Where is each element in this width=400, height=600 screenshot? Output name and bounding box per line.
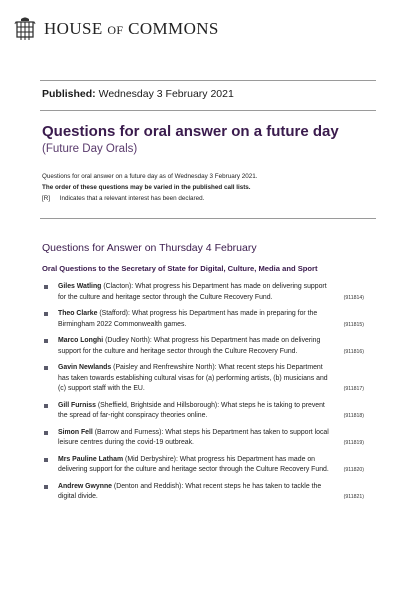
question-text: What steps his Department has taken to support local leisure centres during the covid-19 outbreak. (58, 428, 329, 446)
question-text: What progress his Department has made on delivering support for the culture and heritage sector through the Culture Recovery Fund. (58, 283, 327, 301)
section-heading: Questions for Answer on Thursday 4 February (42, 242, 257, 254)
question-ref: (911815) (343, 321, 364, 328)
member-constituency: (Dudley North): (105, 337, 152, 344)
member-name: Gavin Newlands (58, 364, 112, 371)
interest-tag: [R] (42, 195, 51, 202)
member-constituency: (Barrow and Furness): (94, 428, 164, 436)
interest-note: Indicates that a relevant interest has been declared. (59, 195, 205, 202)
page-subtitle: (Future Day Orals) (42, 143, 138, 155)
question-ref: (911816) (343, 348, 364, 355)
published-line (42, 88, 234, 100)
member-name: Theo Clarke (58, 310, 98, 317)
member-name: Mrs Pauline Latham (58, 455, 124, 463)
published-date: Wednesday 3 February 2021 (98, 88, 234, 100)
house-word: HOUSE (44, 19, 103, 38)
question-ref: (911819) (343, 440, 364, 446)
question-text: What progress his Department has made on delivering support for the culture and heritage sector through the Culture Recovery Fund. (58, 337, 321, 355)
question-ref: (911818) (343, 413, 364, 419)
member-constituency: (Denton and Reddish): (113, 482, 184, 490)
question-text: What steps he is taking to prevent the spread of far-right conspiracy theories online. (58, 401, 325, 419)
questions-list (44, 282, 364, 503)
question-item (44, 309, 364, 330)
page-title: Questions for oral answer on a future day (42, 123, 339, 140)
question-ref: (911817) (343, 386, 364, 392)
question-ref: (911814) (343, 294, 364, 301)
question-item (44, 455, 364, 476)
question-ref: (911821) (343, 494, 364, 500)
section-subheading: Oral Questions to the Secretary of State for Digital, Culture, Media and Sport (42, 264, 318, 273)
member-name: Giles Watling (58, 283, 102, 290)
house-of-commons-header (14, 12, 219, 46)
question-text: What progress his Department has made on delivering support for the culture and heritage sector through the Culture Recovery Fund. (58, 455, 329, 473)
intro-line-3 (42, 193, 372, 204)
intro-line-2: The order of these questions may be varied in the published call lists. (42, 184, 251, 191)
question-item (44, 428, 364, 449)
member-name: Marco Longhi (58, 337, 104, 344)
question-ref: (911820) (343, 467, 364, 473)
question-item (44, 401, 364, 422)
question-item (44, 363, 364, 395)
question-text: What recent steps his Department has taken towards establishing cultural visas for (a) performing artists, (b) musicians and (c) support staff with the EU. (58, 364, 328, 392)
divider-top (40, 80, 376, 81)
divider-middle (40, 110, 376, 111)
question-text: What progress his Department has made in preparing for the Birmingham 2022 Commonwealth games. (58, 310, 318, 328)
divider-bottom (40, 218, 376, 219)
commons-word: COMMONS (128, 19, 219, 38)
question-item (44, 282, 364, 303)
question-item (44, 336, 364, 357)
question-text: What recent steps he has taken to tackle the digital divide. (58, 482, 322, 500)
house-title (44, 19, 219, 39)
portcullis-icon (14, 16, 36, 42)
intro-line-1: Questions for oral answer on a future day as of Wednesday 3 February 2021. (42, 173, 258, 180)
member-constituency: (Paisley and Renfrewshire North): (113, 364, 217, 371)
member-name: Simon Fell (58, 428, 93, 436)
question-item (44, 482, 364, 503)
published-label: Published: (42, 88, 96, 100)
member-name: Gill Furniss (58, 401, 96, 409)
member-constituency: (Mid Derbyshire): (125, 455, 178, 463)
member-constituency: (Sheffield, Brightside and Hillsborough): (97, 401, 220, 409)
member-constituency: (Stafford): (99, 310, 130, 317)
of-word: OF (107, 23, 124, 37)
intro-notes (42, 171, 372, 204)
member-constituency: (Clacton): (103, 283, 134, 290)
member-name: Andrew Gwynne (58, 482, 112, 490)
